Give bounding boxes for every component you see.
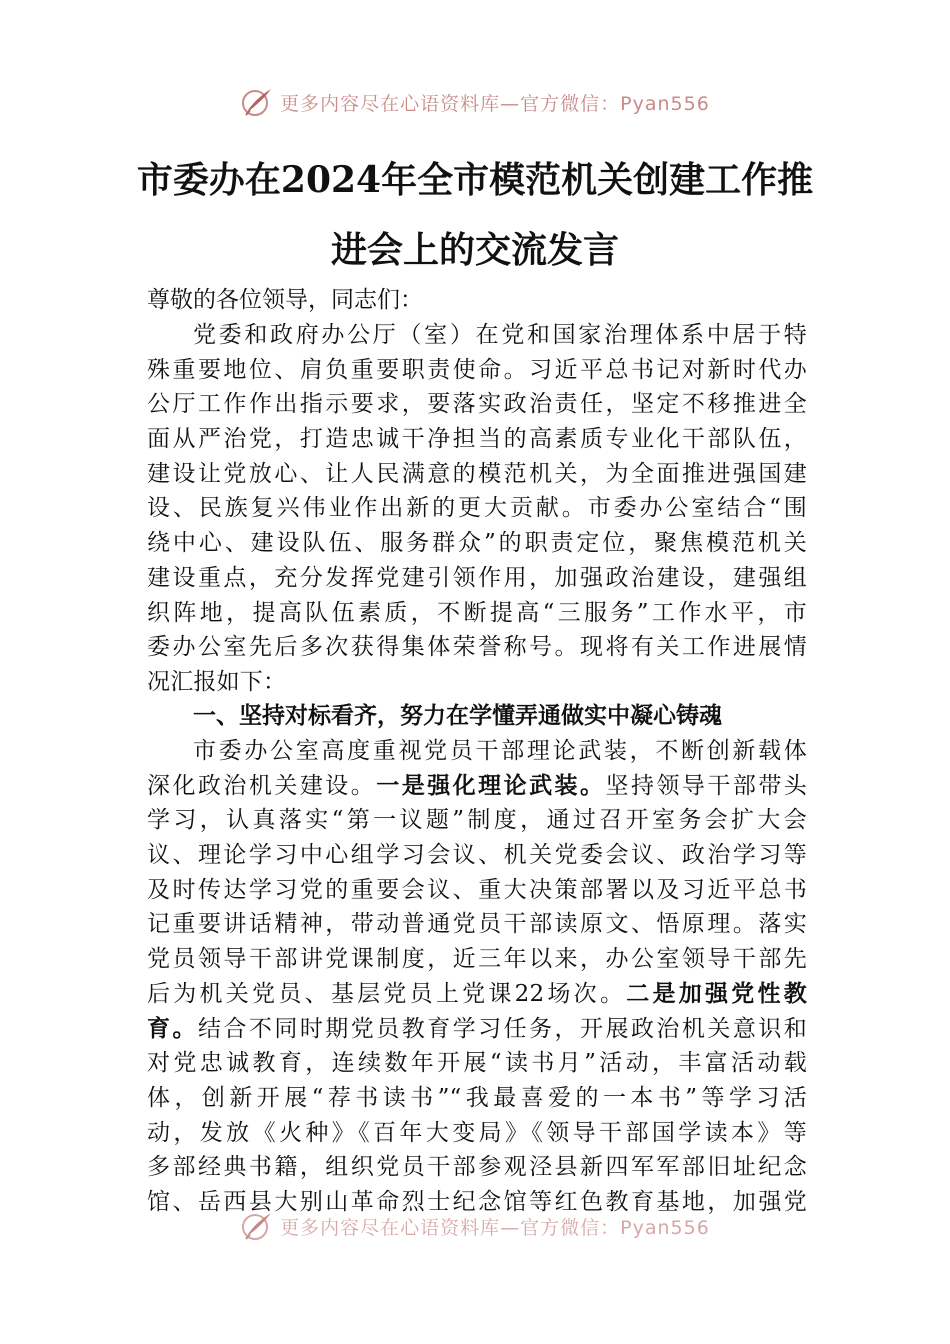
section-line: 动，发放《火种》《百年大变局》《领导干部国学读本》等: [147, 1119, 807, 1146]
intro-line: 建设让党放心、让人民满意的模范机关，为全面推进强国建: [147, 460, 807, 487]
emphasis-point-1: 一是强化理论武装。: [376, 772, 606, 799]
section-1-paragraph: [147, 734, 807, 1220]
emphasis-point-2-end: 育。: [147, 1015, 198, 1042]
intro-line: 建设重点，充分发挥党建引领作用，加强政治建设，建强组: [147, 564, 807, 591]
section-line: 记重要讲话精神，带动普通党员干部读原文、悟原理。落实: [147, 911, 807, 938]
quill-logo-icon: [240, 86, 274, 118]
text-run: 后为机关党员、基层党员上党课22场次。: [147, 980, 627, 1007]
intro-line: 公厅工作作出指示要求，要落实政治责任，坚定不移推进全: [147, 391, 807, 418]
section-line: 学习，认真落实“第一议题”制度，通过召开室务会扩大会: [147, 807, 807, 834]
document-title-line-2: 进会上的交流发言: [330, 229, 619, 271]
section-line: 多部经典书籍，组织党员干部参观泾县新四军军部旧址纪念: [147, 1154, 807, 1181]
text-run: 结合不同时期党员教育学习任务，开展政治机关意识和: [197, 1015, 807, 1042]
intro-line: 织阵地，提高队伍素质，不断提高“三服务”工作水平，市: [147, 599, 807, 626]
watermark-text: 更多内容尽在心语资料库—官方微信：Pyan556: [280, 1216, 710, 1239]
intro-line: 委办公室先后多次获得集体荣誉称号。现将有关工作进展情: [147, 634, 807, 661]
section-line: 体，创新开展“荐书读书”“我最喜爱的一本书”等学习活: [147, 1084, 807, 1111]
section-line: 党员领导干部讲党课制度，近三年以来，办公室领导干部先: [147, 946, 807, 973]
section-line: [147, 977, 807, 1012]
section-line: [147, 769, 807, 804]
intro-paragraph: [147, 318, 807, 700]
text-run: 深化政治机关建设。: [147, 772, 377, 799]
intro-line: 设、民族复兴伟业作出新的更大贡献。市委办公室结合“围: [147, 495, 807, 522]
intro-line: 况汇报如下：: [147, 668, 287, 695]
intro-line: 殊重要地位、肩负重要职责使命。习近平总书记对新时代办: [147, 356, 807, 383]
salutation: 尊敬的各位领导，同志们：: [147, 287, 423, 313]
section-line: 市委办公室高度重视党员干部理论武装，不断创新载体: [193, 738, 807, 764]
text-run: 坚持领导干部带头: [605, 772, 807, 799]
footer-watermark: [0, 1210, 950, 1242]
intro-line: 绕中心、建设队伍、服务群众”的职责定位，聚焦模范机关: [147, 530, 807, 557]
section-line: 对党忠诚教育，连续数年开展“读书月”活动，丰富活动载: [147, 1050, 807, 1077]
section-line: 馆、岳西县大别山革命烈士纪念馆等红色教育基地，加强党: [147, 1188, 807, 1215]
intro-line: 党委和政府办公厅（室）在党和国家治理体系中居于特: [193, 322, 807, 348]
section-1-heading: 一、坚持对标看齐，努力在学懂弄通做实中凝心铸魂: [193, 703, 722, 729]
header-watermark: [0, 86, 950, 118]
section-line: 及时传达学习党的重要会议、重大决策部署以及习近平总书: [147, 876, 807, 903]
section-line: [147, 1012, 807, 1047]
intro-line: 面从严治党，打造忠诚干净担当的高素质专业化干部队伍，: [147, 426, 807, 453]
quill-logo-icon: [240, 1210, 274, 1242]
emphasis-point-2: 二是加强党性教: [626, 980, 807, 1007]
watermark-text: 更多内容尽在心语资料库—官方微信：Pyan556: [280, 92, 710, 115]
document-title-line-1: 市委办在2024年全市模范机关创建工作推: [136, 159, 814, 201]
section-line: 议、理论学习中心组学习会议、机关党委会议、政治学习等: [147, 842, 807, 869]
